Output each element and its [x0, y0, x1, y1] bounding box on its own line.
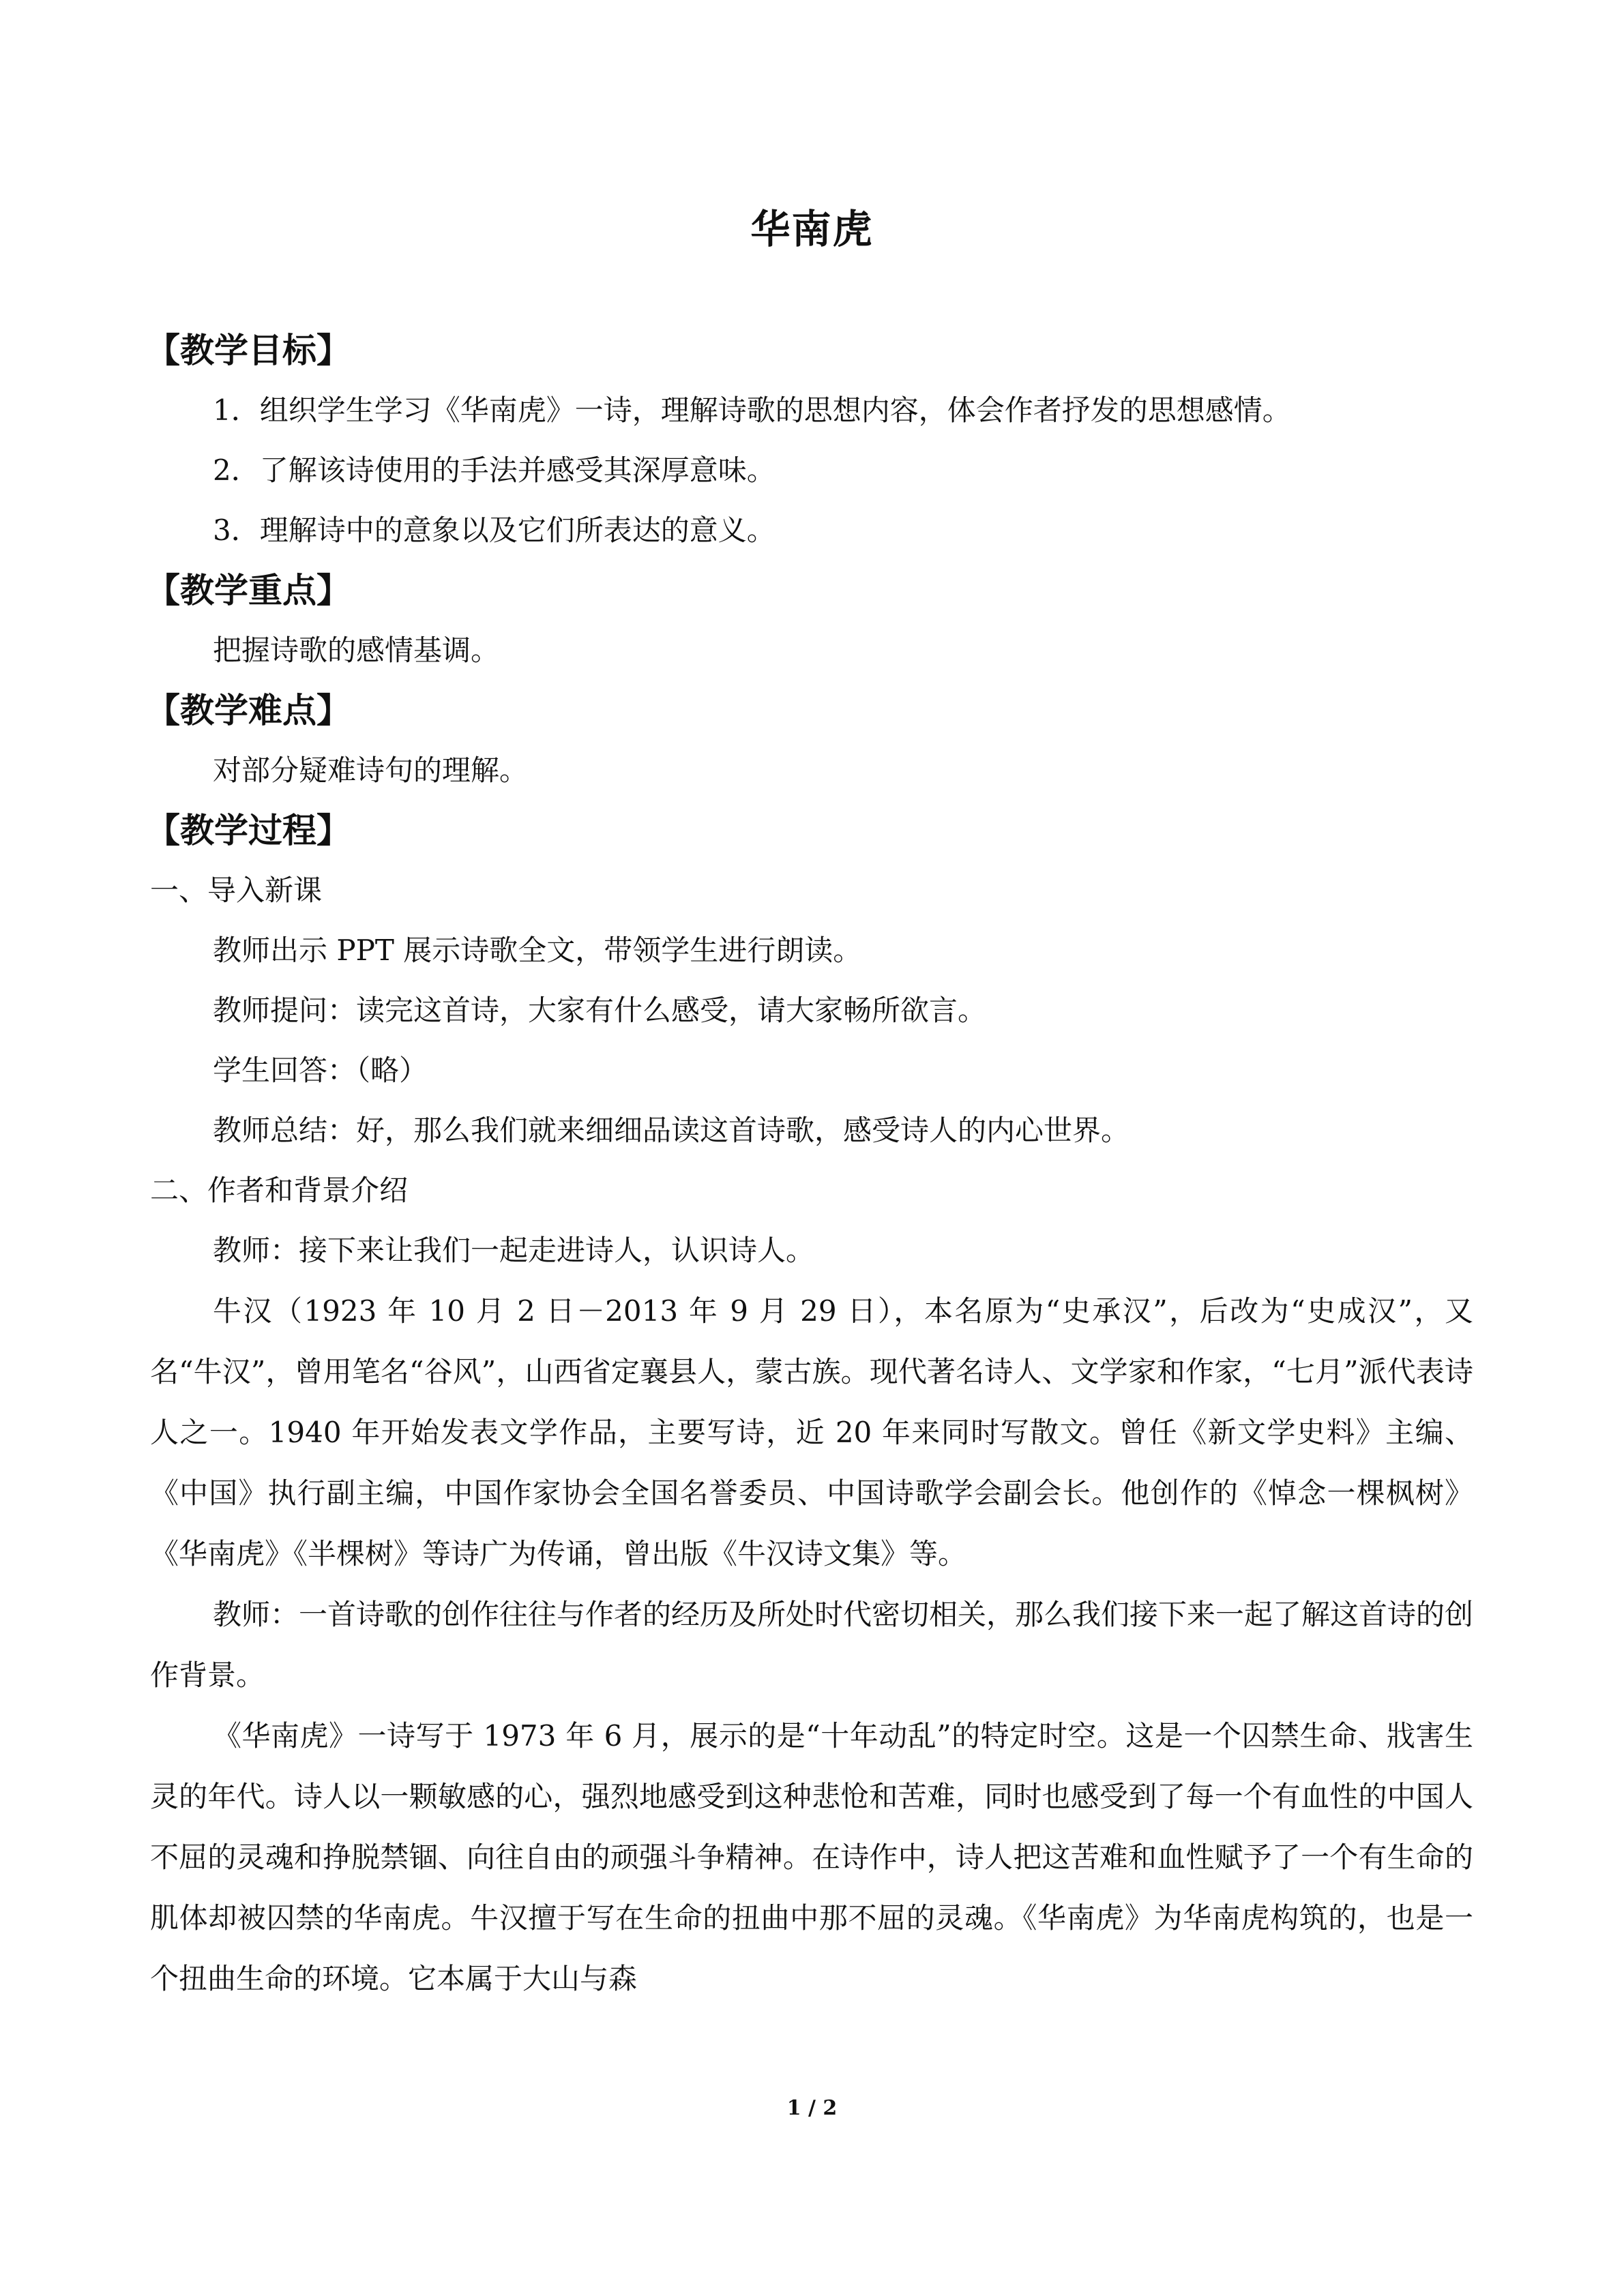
process-part1-line-2: 教师提问：读完这首诗，大家有什么感受，请大家畅所欲言。: [213, 994, 987, 1027]
section-heading-objectives: 【教学目标】: [146, 331, 351, 370]
document-body: [146, 320, 1474, 2009]
background-paragraph: 《华南虎》一诗写于 1973 年 6 月，展示的是“十年动乱”的特定时空。这是一个囚禁生命、戕害生灵的年代。诗人以一颗敏感的心，强烈地感受到这种悲怆和苦难，同时也感受到了每一个有血性的中国人不屈的灵魂和挣脱禁锢、向往自由的顽强斗争精神。在诗作中，诗人把这苦难和血性赋予了一个有生命的肌体却被囚禁的华南虎。牛汉擅于写在生命的扭曲中那不屈的灵魂。《华南虎》为华南虎构筑的，也是一个扭曲生命的环境。它本属于大山与森: [150, 1719, 1473, 1995]
author-bio-paragraph: 牛汉（1923 年 10 月 2 日－2013 年 9 月 29 日），本名原为“史承汉”，后改为“史成汉”，又名“牛汉”，曾用笔名“谷风”，山西省定襄县人，蒙古族。现代著名诗人、文学家和作家，“七月”派代表诗人之一。1940 年开始发表文学作品，主要写诗，近 20 年来同时写散文。曾任《新文学史料》主编、《中国》执行副主编，中国作家协会全国名誉委员、中国诗歌学会副会长。他创作的《悼念一棵枫树》《华南虎》《半棵树》等诗广为传诵，曾出版《牛汉诗文集》等。: [150, 1294, 1473, 1570]
objective-item-1: 1．组织学生学习《华南虎》一诗，理解诗歌的思想内容，体会作者抒发的思想感情。: [213, 393, 1291, 427]
process-part1-line-4: 教师总结：好，那么我们就来细细品读这首诗歌，感受诗人的内心世界。: [213, 1114, 1130, 1147]
key-point-text: 把握诗歌的感情基调。: [213, 633, 500, 667]
process-part1-title: 一、导入新课: [150, 874, 323, 907]
section-heading-key-points: 【教学重点】: [146, 571, 351, 610]
objective-item-2: 2．了解该诗使用的手法并感受其深厚意味。: [213, 453, 776, 487]
objective-item-3: 3．理解诗中的意象以及它们所表达的意义。: [213, 513, 776, 547]
section-heading-difficulties: 【教学难点】: [146, 691, 351, 730]
process-part2-intro: 教师：接下来让我们一起走进诗人，认识诗人。: [213, 1234, 815, 1267]
section-heading-process: 【教学过程】: [146, 811, 351, 850]
process-part2-title: 二、作者和背景介绍: [150, 1174, 409, 1207]
page-number: 1 / 2: [786, 2096, 838, 2120]
background-intro-paragraph: 教师：一首诗歌的创作往往与作者的经历及所处时代密切相关，那么我们接下来一起了解这首诗的创作背景。: [150, 1598, 1474, 1692]
process-part1-line-1: 教师出示 PPT 展示诗歌全文，带领学生进行朗读。: [213, 934, 862, 967]
process-part1-line-3: 学生回答：（略）: [213, 1054, 428, 1087]
document-title: 华南虎: [750, 206, 874, 252]
difficulty-text: 对部分疑难诗句的理解。: [213, 754, 529, 787]
